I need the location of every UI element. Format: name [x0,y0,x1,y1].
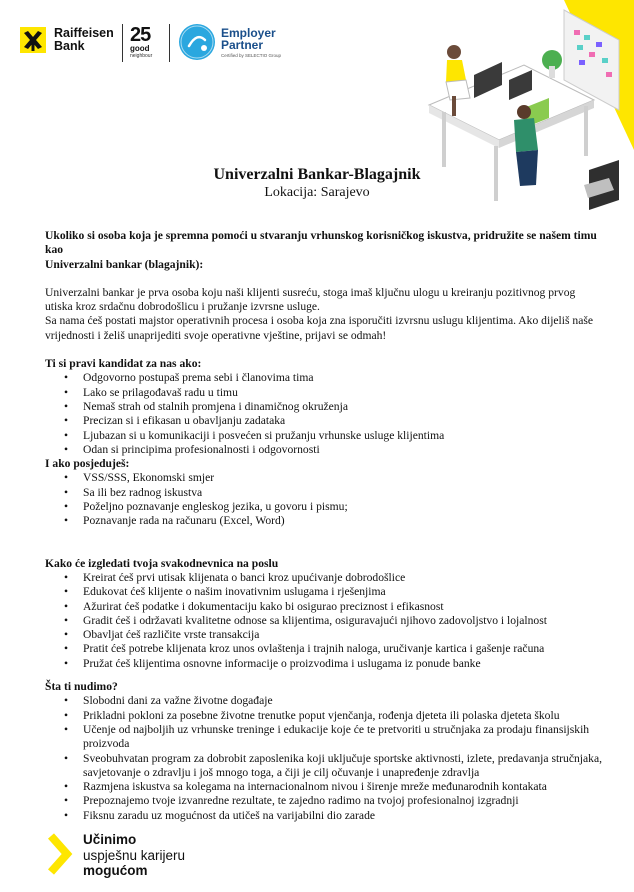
list-item: • Precizan si i efikasan u obavljanju zadataka [45,414,605,428]
list-item: • Sveobuhvatan program za dobrobit zaposlenika koji uključuje sportske aktivnosti, izlete, predavanja stručnjaka, savjetovanje o zdravlju i još mnogo toga, a čiji je cilj očuvanje i unapređenje zdravlja [45,752,605,781]
list-item: • Sa ili bez radnog iskustva [45,486,605,500]
yellow-chevron-icon [45,832,75,876]
list-item: • Prepoznajemo tvoje izvanredne rezultate, te zajedno radimo na tvojoj profesionalnoj izgradnji [45,794,605,808]
raiffeisen-bank: Bank [54,39,85,53]
footer-slogan-line1: Učinimo [83,832,137,847]
raiffeisen-gable-icon [20,27,46,53]
employer-partner-line2: Partner [221,37,264,52]
candidate-list [45,371,605,457]
good-neighbour-word: good [130,44,150,53]
good-neighbour-number: 25 [130,24,151,46]
list-item: • Ažurirat ćeš podatke i dokumentaciju kako bi osigurao preciznost i efikasnost [45,600,605,614]
list-item: • Ljubazan si u komunikaciji i posvećen si pružanju vrhunske usluge klijentima [45,429,605,443]
list-item: • Slobodni dani za važne životne događaje [45,694,605,708]
intro-heading: Ukoliko si osoba koja je spremna pomoći u stvaranju vrhunskog korisničkog iskustva, pridružite se našem timu kao [45,229,597,257]
employer-partner-badge-icon [179,24,215,60]
daily-heading: Kako će izgledati tvoja svakodnevnica na poslu [45,556,279,570]
job-location: Lokacija: Sarajevo [264,185,370,200]
list-item: • Kreirat ćeš prvi utisak klijenata o banci kroz upućivanje dobrodošlice [45,571,605,585]
list-item: • Odan si principima profesionalnosti i odgovornosti [45,443,605,457]
good-neighbour-sub: neighbour [130,53,153,59]
intro-paragraph: Sa nama ćeš postati majstor operativnih procesa i osoba koja zna isporučiti izvrsnu uslugu klijentima. Ako dijeliš naše vrijednosti i želiš unaprijediti svoje operativne vještine, prijavi se odmah! [45,314,594,342]
intro-role: Univerzalni bankar (blagajnik): [45,257,204,271]
job-description [45,229,605,823]
list-item: • Nemaš strah od stalnih promjena i dinamičnog okruženja [45,400,605,414]
list-item: • Lako se prilagođavaš radu u timu [45,386,605,400]
daily-list [45,571,605,671]
list-item: • Fiksnu zaradu uz mogućnost da utičeš na varijabilni dio zarade [45,809,605,823]
offer-list [45,694,605,823]
list-item: • Edukovat ćeš klijente o našim inovativnim uslugama i rješenjima [45,585,605,599]
list-item: • VSS/SSS, Ekonomski smjer [45,471,605,485]
employer-partner-cert: Certified by SELECTIO Group [221,52,282,58]
raiffeisen-name: Raiffeisen [54,26,114,40]
employer-partner-logo [179,24,281,60]
good-neighbour-logo [130,25,162,59]
offer-heading: Šta ti nudimo? [45,680,118,694]
list-item: • Učenje od najboljih uz vrhunske treninge i edukacije koje će te pretvoriti u stručnjaka za prodaju finansijskih proizvoda [45,723,605,752]
list-item: • Prikladni pokloni za posebne životne trenutke poput vjenčanja, rođenja djeteta ili polaska djeteta školu [45,709,605,723]
raiffeisen-logo [20,27,114,53]
page-footer [45,832,185,879]
footer-slogan-line3: mogućom [83,863,148,878]
footer-slogan-line2: uspješnu karijeru [83,847,186,863]
intro-paragraph: Univerzalni bankar je prva osoba koju naši klijenti susreću, stoga imaš ključnu ulogu u kreiranju pozitivnog prvog utiska kroz srdačnu dobrodošlicu i pružanje izvrsne usluge. [45,285,576,314]
list-item: • Pratit ćeš potrebe klijenata kroz unos ovlaštenja i trajnih naloga, uručivanje kartica i gašenje računa [45,642,605,656]
candidate-heading: Ti si pravi kandidat za nas ako: [45,357,202,371]
list-item: • Gradit ćeš i održavati kvalitetne odnose sa klijentima, osiguravajući njihovo zadovoljstvo i lojalnost [45,614,605,628]
employer-partner-line1: Employer [221,25,276,40]
list-item: • Obavljat ćeš različite vrste transakcija [45,628,605,642]
logo-divider [122,24,123,62]
possess-heading: I ako posjeduješ: [45,457,130,471]
job-title: Univerzalni Bankar-Blagajnik [213,166,421,183]
list-item: • Razmjena iskustva sa kolegama na internacionalnom nivou i širenje mreže međunarodnih kontakata [45,780,605,794]
list-item: • Poznavanje rada na računaru (Excel, Word) [45,514,605,528]
list-item: • Odgovorno postupaš prema sebi i članovima tima [45,371,605,385]
logo-divider [169,24,170,62]
list-item: • Poželjno poznavanje engleskog jezika, u govoru i pismu; [45,500,605,514]
list-item: • Pružat ćeš klijentima osnovne informacije o proizvodima i uslugama iz ponude banke [45,657,605,671]
possess-list [45,471,605,528]
